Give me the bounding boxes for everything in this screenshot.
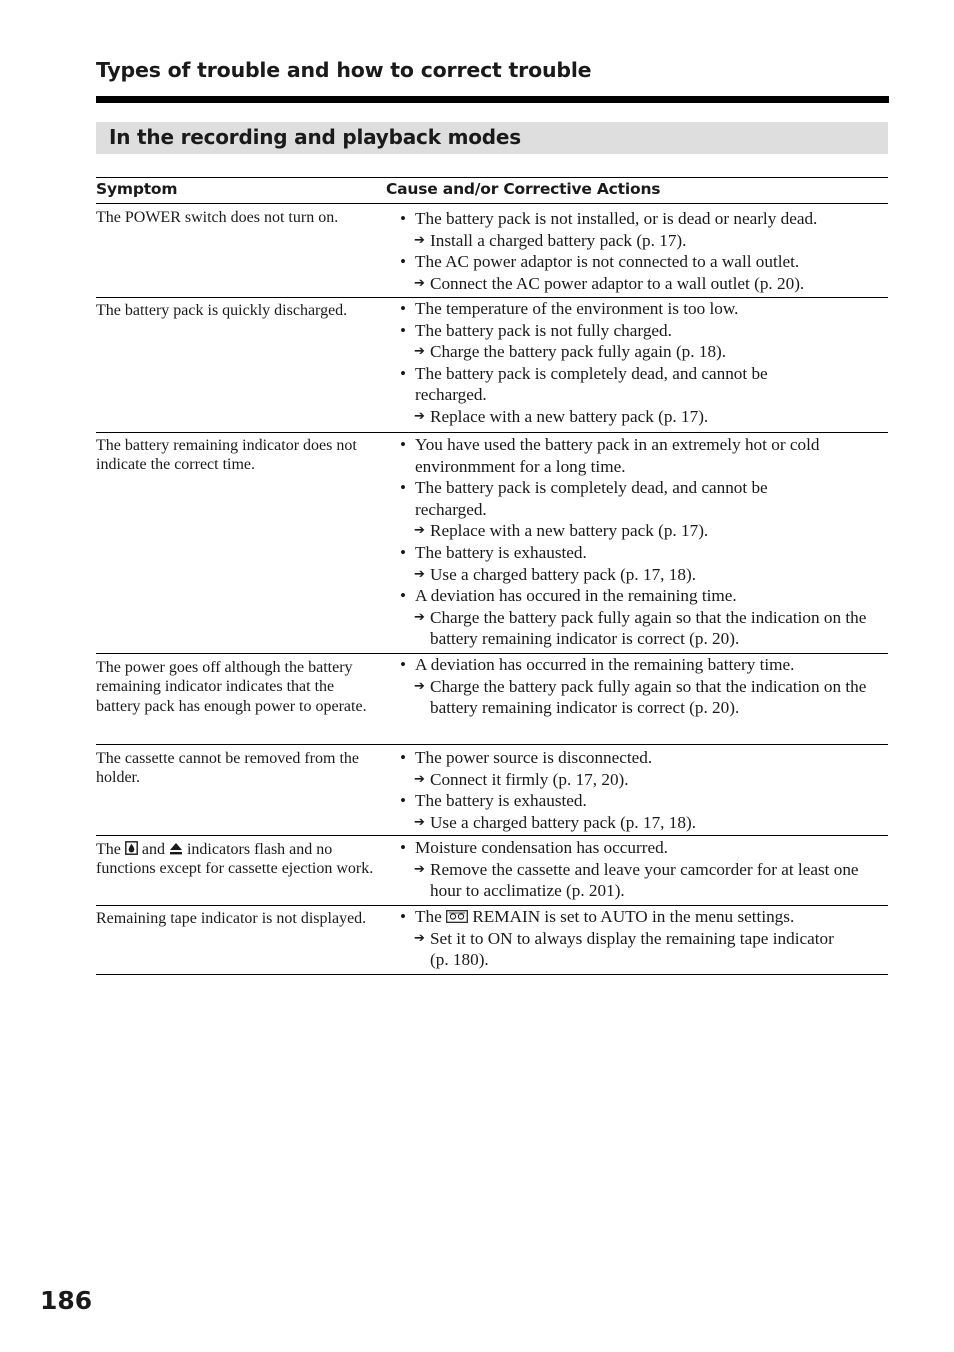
cause-text: A deviation has occurred in the remaining battery time. xyxy=(415,655,795,674)
action-text: Install a charged battery pack (p. 17). xyxy=(430,230,687,250)
symptom-cell: The cassette cannot be removed from the holder. xyxy=(96,750,359,787)
cause-text: The REMAIN is set to AUTO in the menu settings. xyxy=(415,907,795,926)
cause-text: The battery pack is not fully charged. xyxy=(415,320,672,340)
chapter-title: Types of trouble and how to correct trouble xyxy=(96,58,592,82)
action-item xyxy=(400,676,888,719)
action-text: Replace with a new battery pack (p. 17). xyxy=(430,521,709,541)
cause-text: The battery pack is completely dead, and cannot be recharged. xyxy=(415,478,768,519)
cause-text: The AC power adaptor is not connected to a wall outlet. xyxy=(415,252,800,272)
cause-cell xyxy=(378,654,888,744)
cause-item xyxy=(400,251,888,273)
table-row xyxy=(96,745,888,836)
cause-text: The temperature of the environment is too low. xyxy=(415,299,739,318)
cause-item xyxy=(400,790,888,812)
bullet-icon: • xyxy=(400,838,407,857)
arrow-icon: ➔ xyxy=(414,275,425,291)
symptom-text: The xyxy=(96,841,121,858)
action-text: Set it to ON to always display the remaining tape indicator (p. 180). xyxy=(430,928,834,970)
cause-text: The battery is exhausted. xyxy=(415,542,587,562)
cause-item xyxy=(400,298,888,320)
bullet-icon: • xyxy=(400,542,407,562)
cause-cell xyxy=(382,433,888,653)
symptom-text: and xyxy=(141,841,165,858)
section-title: In the recording and playback modes xyxy=(109,125,521,149)
cause-column-header: Cause and/or Corrective Actions xyxy=(386,180,661,198)
page-number: 186 xyxy=(40,1286,93,1315)
bullet-icon: • xyxy=(400,320,407,340)
cause-item xyxy=(400,363,840,406)
eject-icon xyxy=(169,842,183,855)
action-item xyxy=(400,859,874,902)
table-header xyxy=(96,177,888,204)
symptom-cell: The power goes off although the battery remaining indicator indicates that the battery pack has enough power to operate. xyxy=(96,659,367,715)
symptom-cell: The battery remaining indicator does not indicate the correct time. xyxy=(96,437,357,474)
chapter-rule xyxy=(96,96,889,103)
arrow-icon: ➔ xyxy=(414,344,425,360)
cause-item xyxy=(400,654,888,676)
symptom-cell: The POWER switch does not turn on. xyxy=(96,209,339,226)
table-row xyxy=(96,433,888,654)
arrow-icon: ➔ xyxy=(414,566,425,582)
cause-text: The battery is exhausted. xyxy=(415,791,587,811)
cause-item xyxy=(400,542,888,564)
bullet-icon: • xyxy=(400,478,407,498)
cause-text: You have used the battery pack in an extremely hot or cold environmment for a long time. xyxy=(415,435,820,476)
symptom-cell xyxy=(96,836,382,905)
action-item xyxy=(400,520,888,542)
cause-item xyxy=(400,747,888,769)
action-text: Use a charged battery pack (p. 17, 18). xyxy=(430,564,696,584)
action-item xyxy=(400,564,888,586)
cause-text: The battery pack is completely dead, and cannot be recharged. xyxy=(415,363,768,405)
cause-text: A deviation has occured in the remaining time. xyxy=(415,586,737,606)
action-item xyxy=(400,273,888,295)
table-row xyxy=(96,204,888,298)
bullet-icon: • xyxy=(400,791,407,811)
action-item xyxy=(400,341,888,363)
action-text: Replace with a new battery pack (p. 17). xyxy=(430,406,709,426)
arrow-icon: ➔ xyxy=(414,232,425,248)
action-item xyxy=(400,812,888,834)
symptom-column-header: Symptom xyxy=(96,180,178,198)
bullet-icon: • xyxy=(400,748,407,767)
bullet-icon: • xyxy=(400,363,407,383)
cause-cell xyxy=(382,204,888,297)
arrow-icon: ➔ xyxy=(414,930,425,946)
action-text: Charge the battery pack fully again so that the indication on the battery remaining indicator is correct (p. 20). xyxy=(430,676,867,718)
cause-cell xyxy=(382,745,888,835)
bullet-icon: • xyxy=(400,586,407,606)
action-text: Use a charged battery pack (p. 17, 18). xyxy=(430,812,696,832)
bullet-icon: • xyxy=(400,209,407,228)
arrow-icon: ➔ xyxy=(414,408,425,424)
cause-item xyxy=(400,434,860,477)
cause-item xyxy=(400,208,888,230)
moisture-warning-icon xyxy=(125,841,138,855)
action-item xyxy=(400,769,888,791)
bullet-icon: • xyxy=(400,252,407,272)
cassette-tape-icon xyxy=(446,910,468,923)
bullet-icon: • xyxy=(400,907,407,926)
action-text: Connect it firmly (p. 17, 20). xyxy=(430,769,629,789)
arrow-icon: ➔ xyxy=(414,771,425,787)
cause-text: Moisture condensation has occurred. xyxy=(415,838,668,857)
symptom-cell: The battery pack is quickly discharged. xyxy=(96,302,348,319)
symptom-cell: Remaining tape indicator is not displayed. xyxy=(96,910,367,927)
action-text: Charge the battery pack fully again so that the indication on the battery remaining indicator is correct (p. 20). xyxy=(430,607,867,649)
bullet-icon: • xyxy=(400,299,407,318)
arrow-icon: ➔ xyxy=(414,814,425,830)
cause-text: The power source is disconnected. xyxy=(415,748,653,767)
cause-item xyxy=(400,477,840,520)
cause-cell xyxy=(382,836,888,905)
cause-cell xyxy=(382,906,888,974)
action-text: Charge the battery pack fully again (p. 18). xyxy=(430,342,727,362)
arrow-icon: ➔ xyxy=(414,609,425,625)
action-item xyxy=(400,607,888,650)
cause-text: The battery pack is not installed, or is dead or nearly dead. xyxy=(415,209,818,228)
action-item xyxy=(400,406,888,428)
arrow-icon: ➔ xyxy=(414,523,425,539)
table-row xyxy=(96,906,888,975)
action-item xyxy=(400,928,854,971)
symptom-text: indicators flash and no functions except for cassette ejection work. xyxy=(96,841,374,878)
table-row xyxy=(96,298,888,433)
arrow-icon: ➔ xyxy=(414,678,425,694)
arrow-icon: ➔ xyxy=(414,861,425,877)
table-row xyxy=(96,836,888,906)
bullet-icon: • xyxy=(400,655,407,674)
section-bar xyxy=(96,122,888,154)
cause-item xyxy=(400,906,888,928)
table-row xyxy=(96,654,888,745)
cause-item xyxy=(400,585,888,607)
bullet-icon: • xyxy=(400,435,407,454)
trouble-table xyxy=(96,177,888,975)
cause-cell xyxy=(382,298,888,432)
action-text: Connect the AC power adaptor to a wall outlet (p. 20). xyxy=(430,273,805,293)
cause-item xyxy=(400,320,888,342)
cause-item xyxy=(400,837,888,859)
action-text: Remove the cassette and leave your camcorder for at least one hour to acclimatize (p. 201). xyxy=(430,859,859,901)
action-item xyxy=(400,230,888,252)
